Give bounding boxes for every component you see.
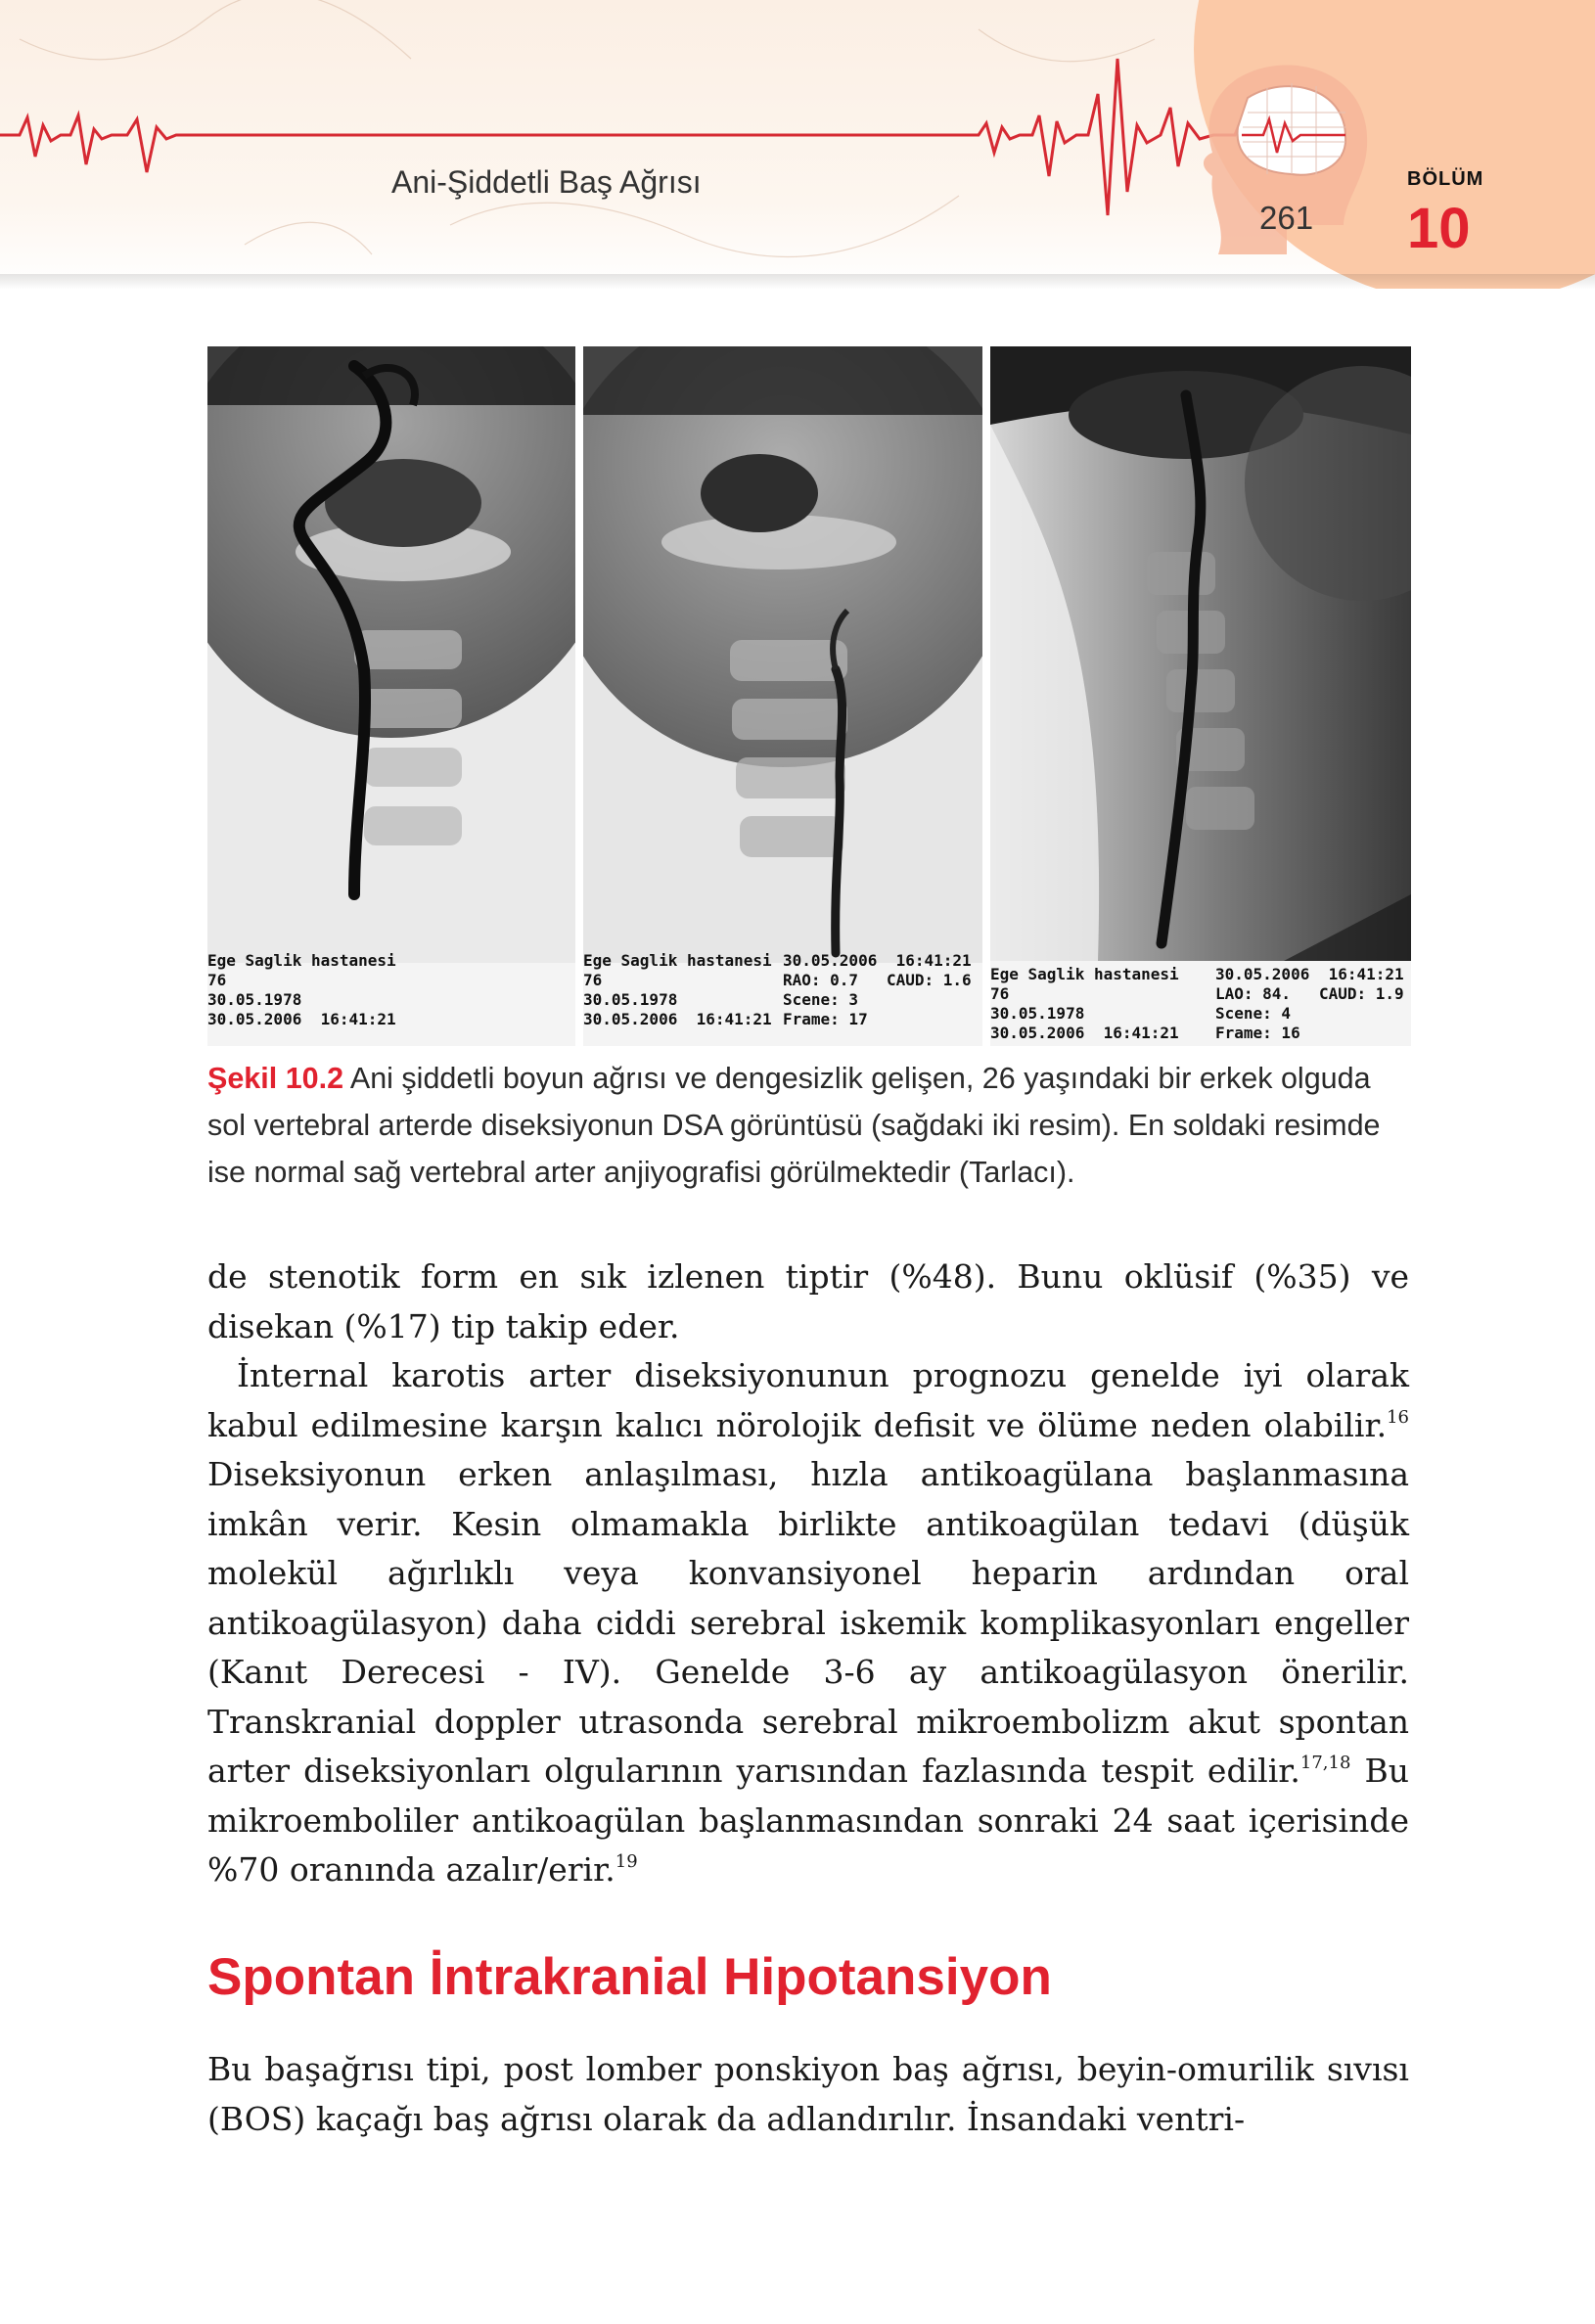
angiogram-image-1 bbox=[207, 346, 575, 963]
header-shadow bbox=[0, 274, 1595, 289]
reference-16: 16 bbox=[1387, 1406, 1409, 1428]
reference-19: 19 bbox=[615, 1851, 638, 1872]
paragraph-1: de stenotik form en sık izlenen tiptir (%48). Bunu oklüsif (%35) ve disekan (%17) tip takip eder. bbox=[207, 1257, 1409, 1345]
section-body-text bbox=[207, 2045, 1409, 2144]
paragraph-2 bbox=[207, 1351, 1409, 1895]
angiogram-image-2 bbox=[583, 346, 982, 963]
image-info-right-3: 30.05.2006 16:41:21 LAO: 84. CAUD: 1.9 Scene: 4 Frame: 16 bbox=[1215, 965, 1404, 1042]
figure-caption-label: Şekil 10.2 bbox=[207, 1062, 344, 1095]
section-heading: Spontan İntrakranial Hipotansiyon bbox=[207, 1948, 1052, 2006]
figure-caption-text: Ani şiddetli boyun ağrısı ve dengesizlik gelişen, 26 yaşındaki bir erkek olguda sol vertebral arterde diseksiyonun DSA görüntüsü (sağdaki iki resim). En soldaki resimde ise normal sağ vertebral arter anjiyografisi görülmektedir (Tarlacı). bbox=[207, 1062, 1381, 1189]
image-info-right-2: 30.05.2006 16:41:21 RAO: 0.7 CAUD: 1.6 Scene: 3 Frame: 17 bbox=[783, 951, 972, 1028]
reference-17-18: 17,18 bbox=[1299, 1753, 1351, 1773]
figure-panel-1 bbox=[207, 346, 575, 1046]
paragraph-2-part-a: İnternal karotis arter diseksiyonunun prognozu genelde iyi olarak kabul edilmesine karşın kalıcı nörolojik defisit ve ölüme neden olabilir. bbox=[207, 1356, 1409, 1444]
page-header bbox=[0, 0, 1595, 289]
image-info-left-2: Ege Saglik hastanesi 76 30.05.1978 30.05.2006 16:41:21 bbox=[583, 951, 772, 1028]
paragraph-2-part-c: Bu mikroemboliler antikoagülan başlanmasından sonraki 24 saat içerisinde %70 oranında azalır/erir. bbox=[207, 1752, 1409, 1889]
page-number: 261 bbox=[1259, 200, 1314, 236]
angiogram-image-3 bbox=[990, 346, 1411, 961]
chapter-title: Ani-Şiddetli Baş Ağrısı bbox=[391, 164, 702, 200]
section-paragraph-1: Bu başağrısı tipi, post lomber ponskiyon baş ağrısı, beyin-omurilik sıvısı (BOS) kaçağı baş ağrısı olarak da adlandırılır. İnsandaki ventri- bbox=[207, 2050, 1409, 2138]
image-info-left-3: Ege Saglik hastanesi 76 30.05.1978 30.05.2006 16:41:21 bbox=[990, 965, 1179, 1042]
image-info-left-1: Ege Saglik hastanesi 76 30.05.1978 30.05.2006 16:41:21 bbox=[207, 951, 396, 1028]
section-label: BÖLÜM bbox=[1407, 168, 1484, 190]
angiography-figure bbox=[207, 346, 1411, 1046]
paragraph-2-part-b: Diseksiyonun erken anlaşılması, hızla antikoagülana başlanmasına imkân verir. Kesin olmamakla birlikte antikoagülan tedavi (düşük molekül ağırlıklı veya konvansiyonel heparin ardından oral antikoagülasyon) daha ciddi serebral iskemik komplikasyonları engeller (Kanıt Derecesi - IV). Genelde 3-6 ay antikoagülasyon önerilir. Transkranial doppler utrasonda serebral mikroembolizm akut spontan arter diseksiyonları olgularının yarısından fazlasında tespit edilir. bbox=[207, 1455, 1409, 1790]
figure-panel-3 bbox=[990, 346, 1411, 1046]
figure-caption bbox=[207, 1055, 1409, 1196]
figure-panel-2 bbox=[583, 346, 982, 1046]
body-text bbox=[207, 1253, 1409, 1895]
section-number: 10 bbox=[1407, 197, 1471, 260]
